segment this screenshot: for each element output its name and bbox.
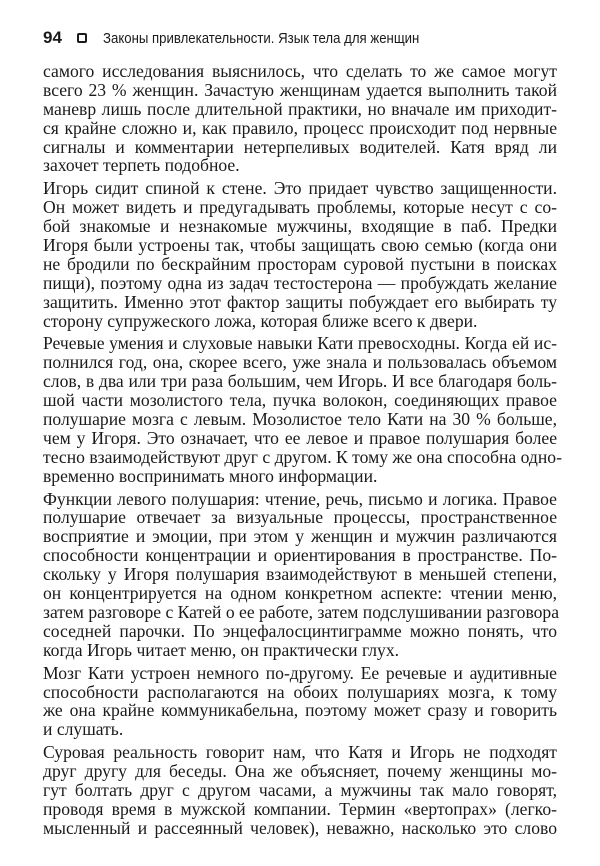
text-line: Он может видеть и предугадывать проблемы, которые несут с со- bbox=[43, 197, 557, 218]
text-line: он концентрируется на одном конкретном аспекте: чтении меню, bbox=[43, 583, 557, 604]
text-line: сигналы и комментарии нетерпеливых водителей. Катя вряд ли bbox=[43, 136, 557, 157]
text-line: захочет терпеть подобное. bbox=[43, 155, 240, 176]
text-line: восприятие и эмоции, при этом у женщин и мужчин различаются bbox=[43, 526, 557, 547]
running-header bbox=[43, 27, 463, 49]
text-line: когда Игорь читает меню, он практически глух. bbox=[43, 639, 400, 660]
running-title: Законы привлекательности. Язык тела для женщин bbox=[103, 29, 420, 47]
square-bullet-icon bbox=[77, 33, 87, 43]
text-line: не бродили по бескрайним просторам суровой пустыни в поисках bbox=[43, 253, 557, 274]
text-line: способности концентрации и ориентирования в пространстве. По- bbox=[43, 545, 557, 566]
text-line: полушарие мозга с левым. Мозолистое тело Кати на 30 % больше, bbox=[43, 409, 557, 430]
text-line: скольку у Игоря полушария взаимодействуют в меньшей степени, bbox=[43, 564, 557, 585]
text-line: проводя время в мужской компании. Термин «вертопрах» (легко- bbox=[43, 798, 557, 819]
text-line: слов, в два или три раза большим, чем Игорь. И все благодаря боль- bbox=[43, 371, 557, 392]
text-line: полнился год, она, скорее всего, уже знала и пользовалась объемом bbox=[43, 352, 557, 373]
text-line: полушарие отвечает за визуальные процессы, пространственное bbox=[43, 507, 557, 528]
text-line: защитить. Именно этот фактор защиты побуждает его выбирать ту bbox=[43, 291, 557, 312]
text-line: Игорь сидит спиной к стене. Это придает чувство защищенности. bbox=[43, 178, 557, 199]
page-number: 94 bbox=[43, 28, 62, 47]
text-line: ся крайне сложно и, как правило, процесс происходит под нервные bbox=[43, 117, 557, 138]
text-line: мысленный и рассеянный человек), неважно, насколько это слово bbox=[43, 817, 557, 838]
text-line: чем у Игоря. Это означает, что ее левое и правое полушария более bbox=[43, 427, 557, 448]
page-body bbox=[43, 61, 562, 842]
text-line: сторону супружеского ложа, которая ближе всего к двери. bbox=[43, 310, 478, 331]
text-line: самого исследования выяснилось, что сделать то же самое могут bbox=[43, 61, 557, 81]
paragraph bbox=[43, 333, 562, 486]
text-line: Речевые умения и слуховые навыки Кати превосходны. Когда ей ис- bbox=[43, 333, 557, 354]
text-line: Функции левого полушария: чтение, речь, письмо и логика. Правое bbox=[43, 488, 557, 509]
text-line: тесно взаимодействуют друг с другом. К тому же она способна одно- bbox=[43, 446, 562, 467]
text-line: способности располагаются на обоих полушариях мозга, к тому bbox=[43, 681, 557, 702]
paragraph bbox=[43, 179, 557, 330]
text-line: затем разговоре с Катей о ее работе, затем подслушивании разговора bbox=[43, 601, 560, 622]
text-line: и слушать. bbox=[43, 719, 124, 740]
text-line: Суровая реальность говорит нам, что Катя и Игорь не подходят bbox=[43, 742, 557, 763]
text-line: маневр лишь после длительной практики, но вначале им приходит- bbox=[43, 98, 557, 119]
text-line: Игоря были устроены так, чтобы защищать свою семью (когда они bbox=[43, 235, 557, 256]
paragraph bbox=[43, 664, 557, 740]
text-line: гут болтать друг с другом часами, а мужчины так мало говорят, bbox=[43, 779, 557, 800]
text-line: бой знакомые и незнакомые мужчины, входящие в паб. Предки bbox=[43, 216, 557, 237]
text-line: же она крайне коммуникабельна, поэтому может сразу и говорить bbox=[43, 700, 557, 721]
text-line: пищи), поэтому одна из задач тестостерона — пробуждать желание bbox=[43, 272, 557, 293]
text-line: шой части мозолистого тела, пучка волокон, соединяющих правое bbox=[43, 390, 557, 411]
text-line: всего 23 % женщин. Зачастую женщинам удается выполнить такой bbox=[43, 79, 557, 100]
paragraph bbox=[43, 743, 557, 837]
text-line: соседней парочки. По энцефалосцинтиграмме можно понять, что bbox=[43, 620, 557, 641]
paragraph bbox=[43, 62, 557, 175]
text-line: Мозг Кати устроен немного по-другому. Ее речевые и аудитивные bbox=[43, 662, 557, 683]
text-line: друг другу для беседы. Она же объясняет, почему женщины мо- bbox=[43, 761, 557, 782]
paragraph bbox=[43, 488, 560, 660]
text-line: временно воспринимать много информации. bbox=[43, 465, 378, 486]
